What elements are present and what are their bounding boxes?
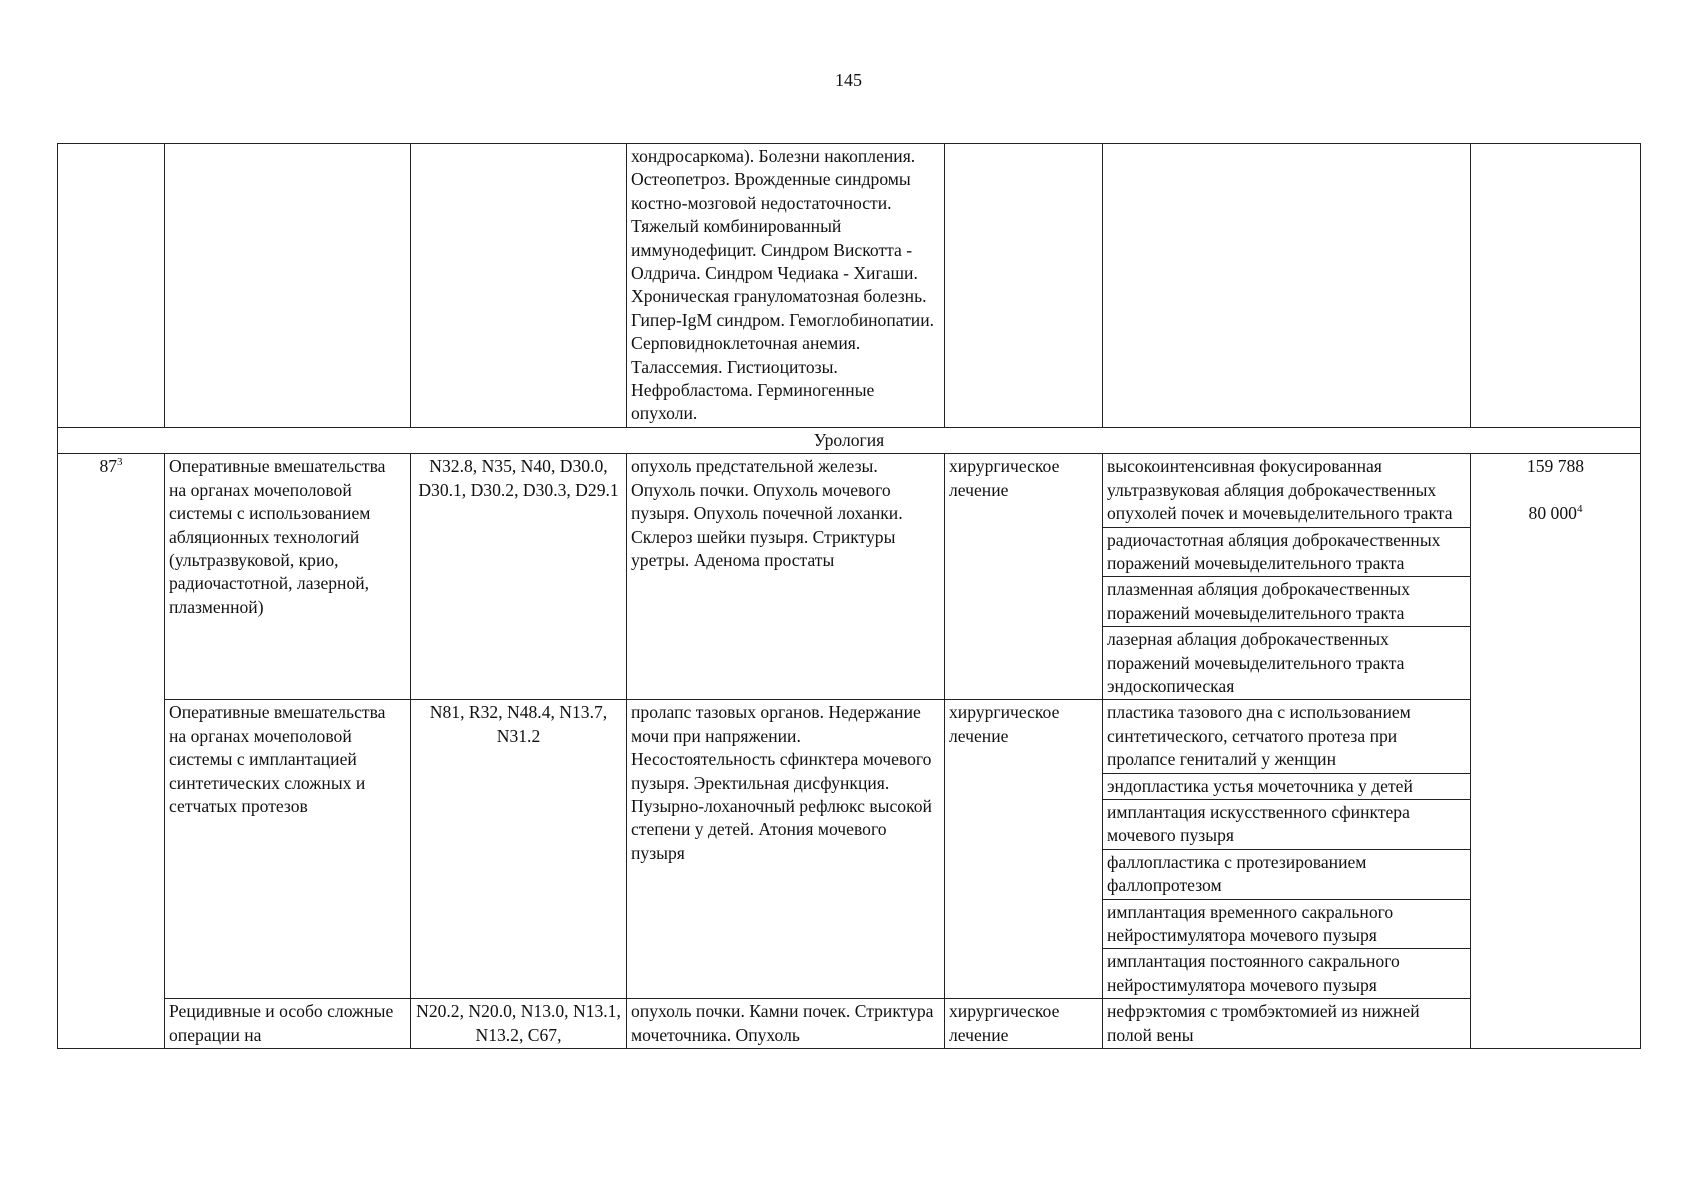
cell-price bbox=[1471, 144, 1641, 428]
group-name: Рецидивные и особо сложные операции на bbox=[165, 999, 411, 1049]
method-item: имплантация временного сакрального нейростимулятора мочевого пузыря bbox=[1103, 899, 1470, 949]
treatment-type: хирургическое лечение bbox=[945, 700, 1103, 999]
table-row bbox=[58, 454, 1641, 700]
group-name: Оперативные вмешательства на органах мочеполовой системы с использованием абляционных технологий (ультразвуковой, крио, радиочастотной, лазерной, плазменной) bbox=[165, 454, 411, 700]
row-number bbox=[58, 454, 165, 1049]
row-number-footnote: 3 bbox=[117, 456, 123, 469]
price-value: 159 788 bbox=[1526, 456, 1585, 477]
page-number: 145 bbox=[835, 70, 862, 90]
medical-care-table bbox=[57, 143, 1641, 1049]
cell-number bbox=[58, 144, 165, 428]
cell-treatment bbox=[945, 144, 1103, 428]
cell-method bbox=[1103, 144, 1471, 428]
method-item: нефрэктомия с тромбэктомией из нижней полой вены bbox=[1107, 1001, 1420, 1045]
cell-codes bbox=[411, 144, 627, 428]
method-item: высокоинтенсивная фокусированная ультразвуковая абляция доброкачественных опухолей почек и мочевыделительного тракта bbox=[1107, 456, 1453, 524]
group-name: Оперативные вмешательства на органах мочеполовой системы с имплантацией синтетических сложных и сетчатых протезов bbox=[165, 700, 411, 999]
diagnosis: опухоль предстательной железы. Опухоль почки. Опухоль мочевого пузыря. Опухоль почечной лоханки. Склероз шейки пузыря. Стриктуры уретры. Аденома простаты bbox=[627, 454, 945, 700]
method-item: радиочастотная абляция доброкачественных поражений мочевыделительного тракта bbox=[1103, 527, 1470, 577]
cell-group-name bbox=[165, 144, 411, 428]
price-alt-number: 80 000 bbox=[1528, 502, 1577, 523]
diagnosis: пролапс тазовых органов. Недержание мочи при напряжении. Несостоятельность сфинктера мочевого пузыря. Эректильная дисфункция. Пузырно-лоханочный рефлюкс высокой степени у детей. Атония мочевого пузыря bbox=[627, 700, 945, 999]
price-cell bbox=[1471, 454, 1641, 1049]
section-row bbox=[58, 427, 1641, 453]
icd-codes: N81, R32, N48.4, N13.7, N31.2 bbox=[411, 700, 627, 999]
icd-codes: N32.8, N35, N40, D30.0, D30.1, D30.2, D30.3, D29.1 bbox=[411, 454, 627, 700]
price-footnote: 4 bbox=[1576, 502, 1583, 515]
method-item: фаллопластика с протезированием фаллопротезом bbox=[1103, 849, 1470, 899]
diagnosis: опухоль почки. Камни почек. Стриктура мочеточника. Опухоль bbox=[627, 999, 945, 1049]
method-item: эндопластика устья мочеточника у детей bbox=[1103, 773, 1470, 799]
method-item: имплантация постоянного сакрального нейростимулятора мочевого пузыря bbox=[1103, 948, 1470, 998]
treatment-methods bbox=[1103, 700, 1471, 999]
treatment-type: хирургическое лечение bbox=[945, 999, 1103, 1049]
method-item: пластика тазового дна с использованием синтетического, сетчатого протеза при пролапсе гениталий у женщин bbox=[1107, 702, 1411, 770]
continuation-row bbox=[58, 144, 1641, 428]
row-number-value: 87 bbox=[99, 456, 118, 477]
section-title: Урология bbox=[58, 427, 1641, 453]
treatment-type: хирургическое лечение bbox=[945, 454, 1103, 700]
treatment-methods bbox=[1103, 999, 1471, 1049]
table-row bbox=[58, 700, 1641, 999]
method-item: имплантация искусственного сфинктера мочевого пузыря bbox=[1103, 799, 1470, 849]
price-value-alt bbox=[1475, 502, 1636, 525]
method-item: лазерная аблация доброкачественных поражений мочевыделительного тракта эндоскопическая bbox=[1103, 626, 1470, 699]
method-item: плазменная абляция доброкачественных поражений мочевыделительного тракта bbox=[1103, 576, 1470, 626]
icd-codes: N20.2, N20.0, N13.0, N13.1, N13.2, C67, bbox=[411, 999, 627, 1049]
cell-diagnosis: хондросаркома). Болезни накопления. Остеопетроз. Врожденные синдромы костно-мозговой недостаточности. Тяжелый комбинированный иммунодефицит. Синдром Вискотта - Олдрича. Синдром Чедиака - Хигаши. Хроническая грануломатозная болезнь. Гипер-IgM синдром. Гемоглобинопатии. Серповидноклеточная анемия. Талассемия. Гистиоцитозы. Нефробластома. Герминогенные опухоли. bbox=[627, 144, 945, 428]
table-row bbox=[58, 999, 1641, 1049]
treatment-methods bbox=[1103, 454, 1471, 700]
